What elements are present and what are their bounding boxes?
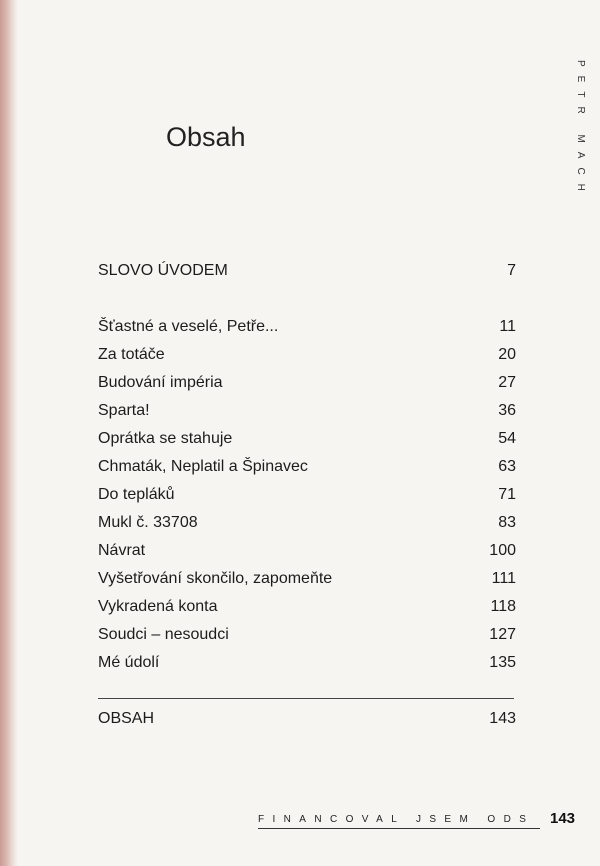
toc-entry-intro[interactable] bbox=[98, 262, 516, 286]
page-footer bbox=[258, 810, 578, 830]
page-edge bbox=[0, 0, 18, 866]
toc-entry-title: SLOVO ÚVODEM bbox=[98, 262, 228, 279]
toc-entry[interactable] bbox=[98, 654, 516, 678]
toc-entry[interactable] bbox=[98, 598, 516, 622]
toc-entry-page: 83 bbox=[498, 514, 516, 531]
toc-entry-title: Do tepláků bbox=[98, 486, 175, 503]
toc-entry[interactable] bbox=[98, 458, 516, 482]
toc-entry-title: Mukl č. 33708 bbox=[98, 514, 198, 531]
toc-entry-title: Soudci – nesoudci bbox=[98, 626, 229, 643]
toc-entry-page: 7 bbox=[507, 262, 516, 279]
toc-entry-title: Návrat bbox=[98, 542, 146, 559]
running-head-author: PETR MACH bbox=[575, 60, 586, 200]
footer-rule bbox=[258, 828, 540, 829]
toc-entry[interactable] bbox=[98, 430, 516, 454]
toc-entry-page: 11 bbox=[499, 318, 516, 335]
toc-entry-page: 71 bbox=[498, 486, 516, 503]
divider-line bbox=[98, 698, 514, 699]
page-title: Obsah bbox=[166, 122, 246, 152]
toc-entry-title: Za totáče bbox=[98, 346, 165, 363]
footer-book-title: FINANCOVAL JSEM ODS bbox=[258, 814, 535, 825]
toc-entry-title: Oprátka se stahuje bbox=[98, 430, 233, 447]
toc-entry-title: Chmaták, Neplatil a Špinavec bbox=[98, 458, 308, 475]
toc-entry-page: 100 bbox=[489, 542, 516, 559]
toc-entry[interactable] bbox=[98, 318, 516, 342]
toc-entry-title: Sparta! bbox=[98, 402, 150, 419]
toc-entry-title: Budování impéria bbox=[98, 374, 223, 391]
toc-entry[interactable] bbox=[98, 626, 516, 650]
toc-entry-title: Vykradená konta bbox=[98, 598, 218, 615]
toc-entry-page: 54 bbox=[498, 430, 516, 447]
toc-entry-title: Šťastné a veselé, Petře... bbox=[98, 318, 279, 335]
toc-entry[interactable] bbox=[98, 542, 516, 566]
toc-entry-page: 118 bbox=[490, 598, 516, 615]
toc-entry-page: 27 bbox=[498, 374, 516, 391]
toc-entry-page: 143 bbox=[489, 710, 516, 727]
toc-entry[interactable] bbox=[98, 514, 516, 538]
toc-entry-page: 20 bbox=[498, 346, 516, 363]
toc-entry-title: Vyšetřování skončilo, zapomeňte bbox=[98, 570, 333, 587]
toc-entry-page: 63 bbox=[498, 458, 516, 475]
toc-entry-contents[interactable] bbox=[98, 710, 516, 734]
toc-entry-page: 135 bbox=[489, 654, 516, 671]
toc-entry-title: Mé údolí bbox=[98, 654, 160, 671]
toc-entry-page: 127 bbox=[489, 626, 516, 643]
footer-page-number: 143 bbox=[550, 810, 576, 827]
toc-entry[interactable] bbox=[98, 374, 516, 398]
toc-entry[interactable] bbox=[98, 346, 516, 370]
toc-entry-title: OBSAH bbox=[98, 710, 155, 727]
toc-entry-page: 36 bbox=[498, 402, 516, 419]
toc-entry-page: 111 bbox=[491, 570, 516, 587]
toc-entry[interactable] bbox=[98, 402, 516, 426]
toc-entry[interactable] bbox=[98, 570, 516, 594]
toc-entry[interactable] bbox=[98, 486, 516, 510]
